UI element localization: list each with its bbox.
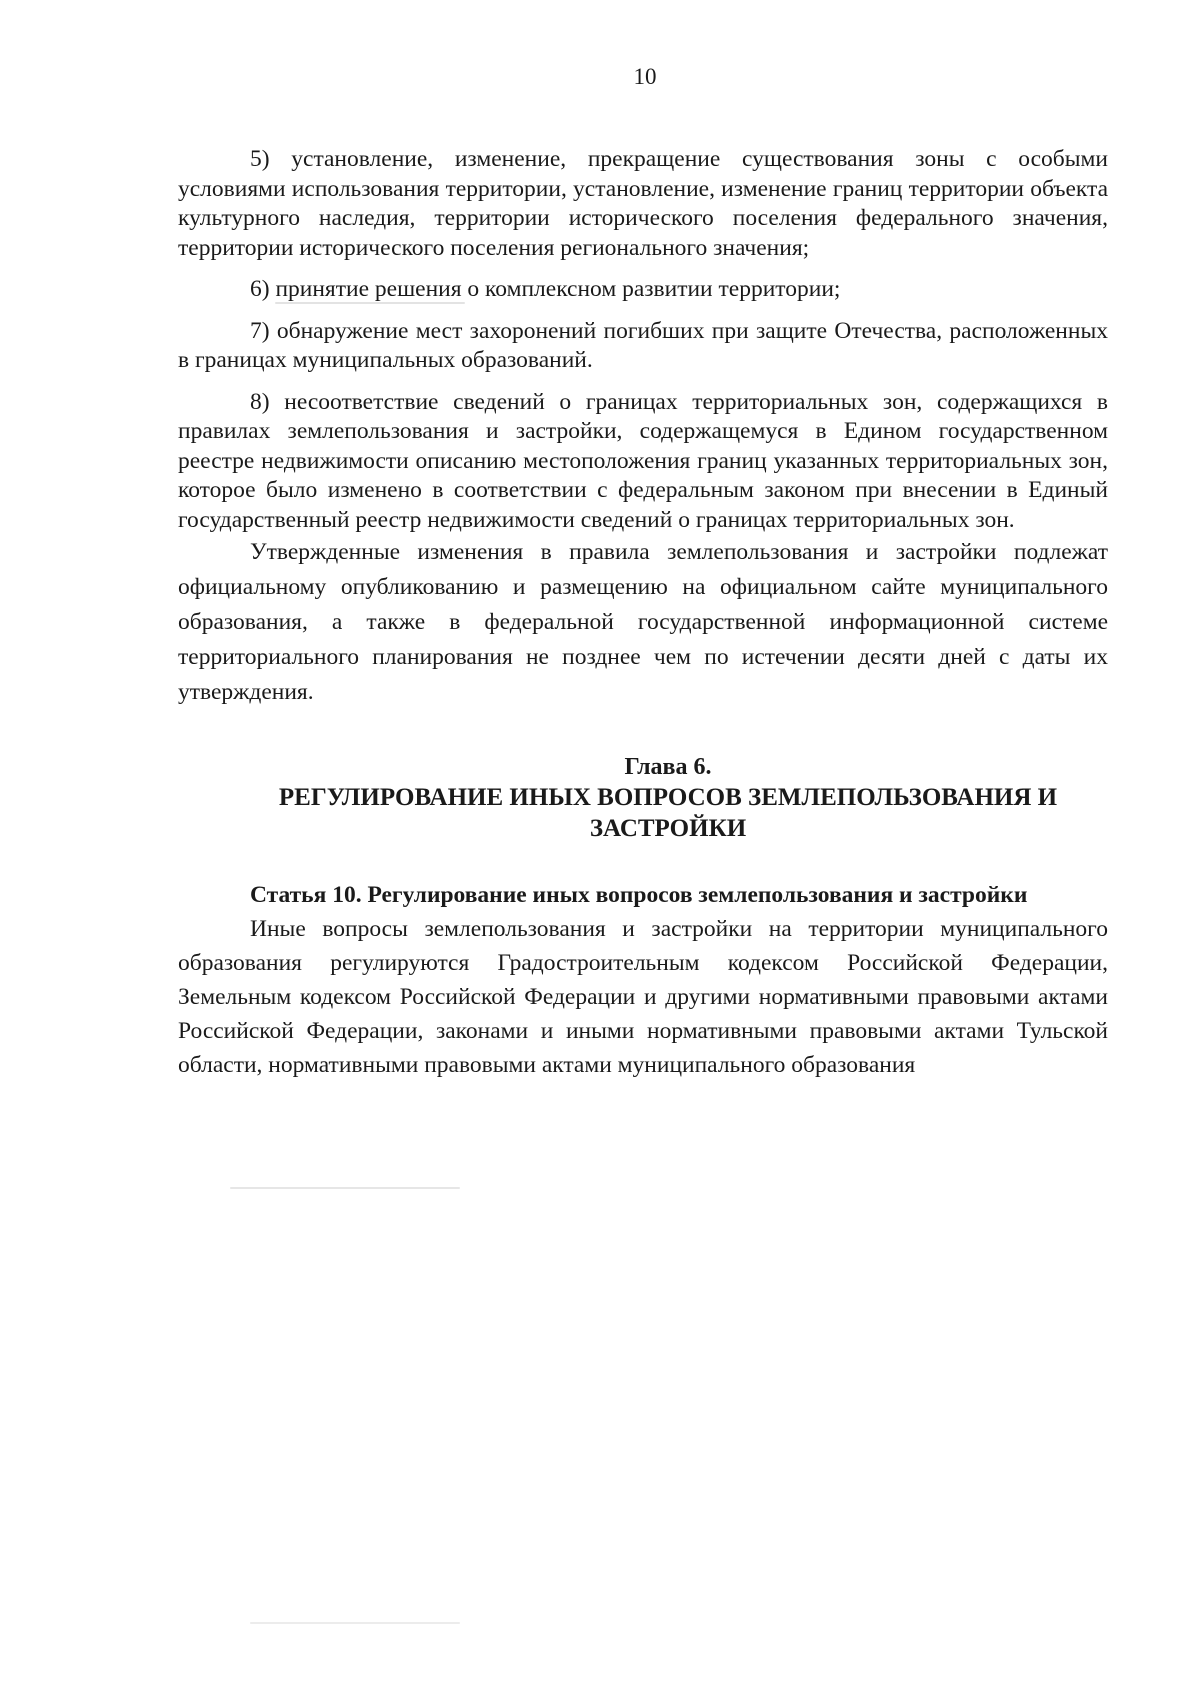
scan-artifact [230, 1187, 460, 1189]
list-item-5: 5) установление, изменение, прекращение существования зоны с особыми условиями использования территории, установление, изменение границ территории объекта культурного наследия, территории исторического поселения федерального значения, территории исторического поселения регионального значения; [178, 146, 1108, 261]
list-item-6: 6) принятие решения о комплексном развитии территории; [250, 276, 841, 302]
publication-paragraph: Утвержденные изменения в правила землепользования и застройки подлежат официальному опубликованию и размещению на официальном сайте муниципального образования, а также в федеральной государственной информационной системе территориального планирования не позднее чем по истечении десяти дней с даты их утверждения. [178, 539, 1108, 705]
scan-artifact [250, 1622, 460, 1624]
article-title: Статья 10. Регулирование иных вопросов землепользования и застройки [250, 882, 1028, 908]
chapter-label: Глава 6. [624, 754, 712, 780]
chapter-title: РЕГУЛИРОВАНИЕ ИНЫХ ВОПРОСОВ ЗЕМЛЕПОЛЬЗОВАНИЯ И ЗАСТРОЙКИ [278, 784, 1058, 842]
list-item-7: 7) обнаружение мест захоронений погибших при защите Отечества, расположенных в границах муниципальных образований. [178, 317, 1108, 373]
scan-artifact [275, 302, 465, 304]
document-body [178, 145, 1108, 1082]
list-item-8: 8) несоответствие сведений о границах территориальных зон, содержащихся в правилах землепользования и застройки, содержащемуся в Едином государственном реестре недвижимости описанию местоположения границ указанных территориальных зон, которое было изменено в соответствии с федеральным законом при внесении в Единый государственный реестр недвижимости сведений о границах территориальных зон. [178, 388, 1108, 533]
page-number: 10 [633, 64, 657, 89]
article-body: Иные вопросы землепользования и застройки на территории муниципального образования регулируются Градостроительным кодексом Российской Федерации, Земельным кодексом Российской Федерации и другими нормативными правовыми актами Российской Федерации, законами и иными нормативными правовыми актами Тульской области, нормативными правовыми актами муниципального образования [178, 916, 1108, 1078]
